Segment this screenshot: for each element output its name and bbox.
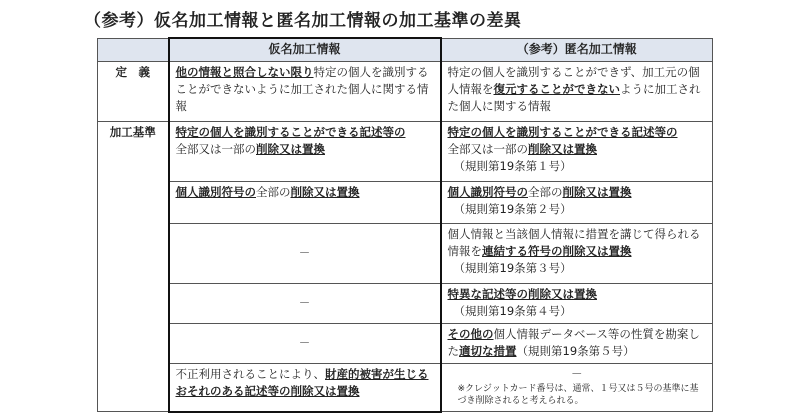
- text-bold: 財産的被害が生じるおそれのある記述等の削除又は置換: [175, 367, 429, 398]
- page-title: （参考）仮名加工情報と匿名加工情報の加工基準の差異: [84, 11, 522, 31]
- cell: [441, 364, 713, 412]
- footnote: ※クレジットカード番号は、通常、１号又は５号の基準に基づき削除されると考えられる。: [457, 384, 699, 406]
- cell-dash: －: [169, 284, 441, 324]
- text: 全部又は一部の: [175, 142, 256, 156]
- text-bold: 連結する符号の削除又は置換: [482, 244, 632, 258]
- cell: [441, 122, 713, 182]
- cell-dash: －: [169, 224, 441, 284]
- text-bold: 個人識別符号の: [175, 185, 256, 199]
- label-criteria: 加工基準: [98, 122, 169, 412]
- text: 不正利用されることにより、: [175, 367, 325, 381]
- rule-ref: （規則第19条第５号）: [516, 344, 635, 358]
- text-bold: 削除又は置換: [562, 185, 632, 199]
- text-bold: 他の情報と照合しない限り: [175, 65, 314, 79]
- text-bold: 削除又は置換: [290, 185, 360, 199]
- cell: [441, 224, 713, 284]
- text-bold: 削除又は置換: [256, 142, 325, 156]
- rule-ref: （規則第19条第４号）: [453, 304, 572, 318]
- text-bold: 復元することができない: [493, 82, 620, 96]
- rule-ref: （規則第19条第２号）: [453, 202, 572, 216]
- table-row: [98, 324, 713, 364]
- text-bold: 特定の個人を識別することができる記述等の: [175, 125, 406, 139]
- table-row: [98, 224, 713, 284]
- text-bold: 削除又は置換: [528, 142, 597, 156]
- table-row: [98, 364, 713, 412]
- text: 個人情報データベース等の性質を勘案した: [447, 327, 700, 358]
- label-definition: 定 義: [98, 62, 169, 122]
- text: 特定の個人を識別することができず、加工元の個人情報を: [447, 65, 700, 96]
- text-bold: その他の: [447, 327, 494, 341]
- header-row: [98, 38, 713, 62]
- table-row: [98, 62, 713, 122]
- comparison-table: [97, 37, 713, 413]
- rule-ref: （規則第19条第１号）: [453, 159, 572, 173]
- header-pseudonymized: 仮名加工情報: [169, 38, 441, 62]
- text-bold: 適切な措置: [459, 344, 517, 358]
- text: 全部の: [528, 185, 563, 199]
- cell: [441, 182, 713, 224]
- text-bold: 特定の個人を識別することができる記述等の: [447, 125, 678, 139]
- cell: [169, 122, 441, 182]
- cell: [169, 182, 441, 224]
- cell-dash: －: [571, 367, 583, 381]
- cell: [169, 62, 441, 122]
- table-row: [98, 122, 713, 182]
- text: 全部又は一部の: [447, 142, 528, 156]
- text: 特定の個人を識別することができないように加工された個人に関する情報: [175, 65, 429, 113]
- text: 全部の: [256, 185, 291, 199]
- cell: [169, 364, 441, 412]
- table-row: [98, 182, 713, 224]
- cell-dash: －: [169, 324, 441, 364]
- text: 個人情報と当該個人情報に措置を講じて得られる情報を: [447, 227, 701, 258]
- text: ように加工された個人に関する情報: [447, 82, 701, 113]
- text-bold: 特異な記述等の削除又は置換: [447, 287, 597, 301]
- header-blank: [98, 38, 169, 62]
- header-anonymized: （参考）匿名加工情報: [441, 38, 713, 62]
- cell: [441, 62, 713, 122]
- table-row: [98, 284, 713, 324]
- cell: [441, 324, 713, 364]
- text-bold: 個人識別符号の: [447, 185, 528, 199]
- cell: [441, 284, 713, 324]
- rule-ref: （規則第19条第３号）: [453, 261, 572, 275]
